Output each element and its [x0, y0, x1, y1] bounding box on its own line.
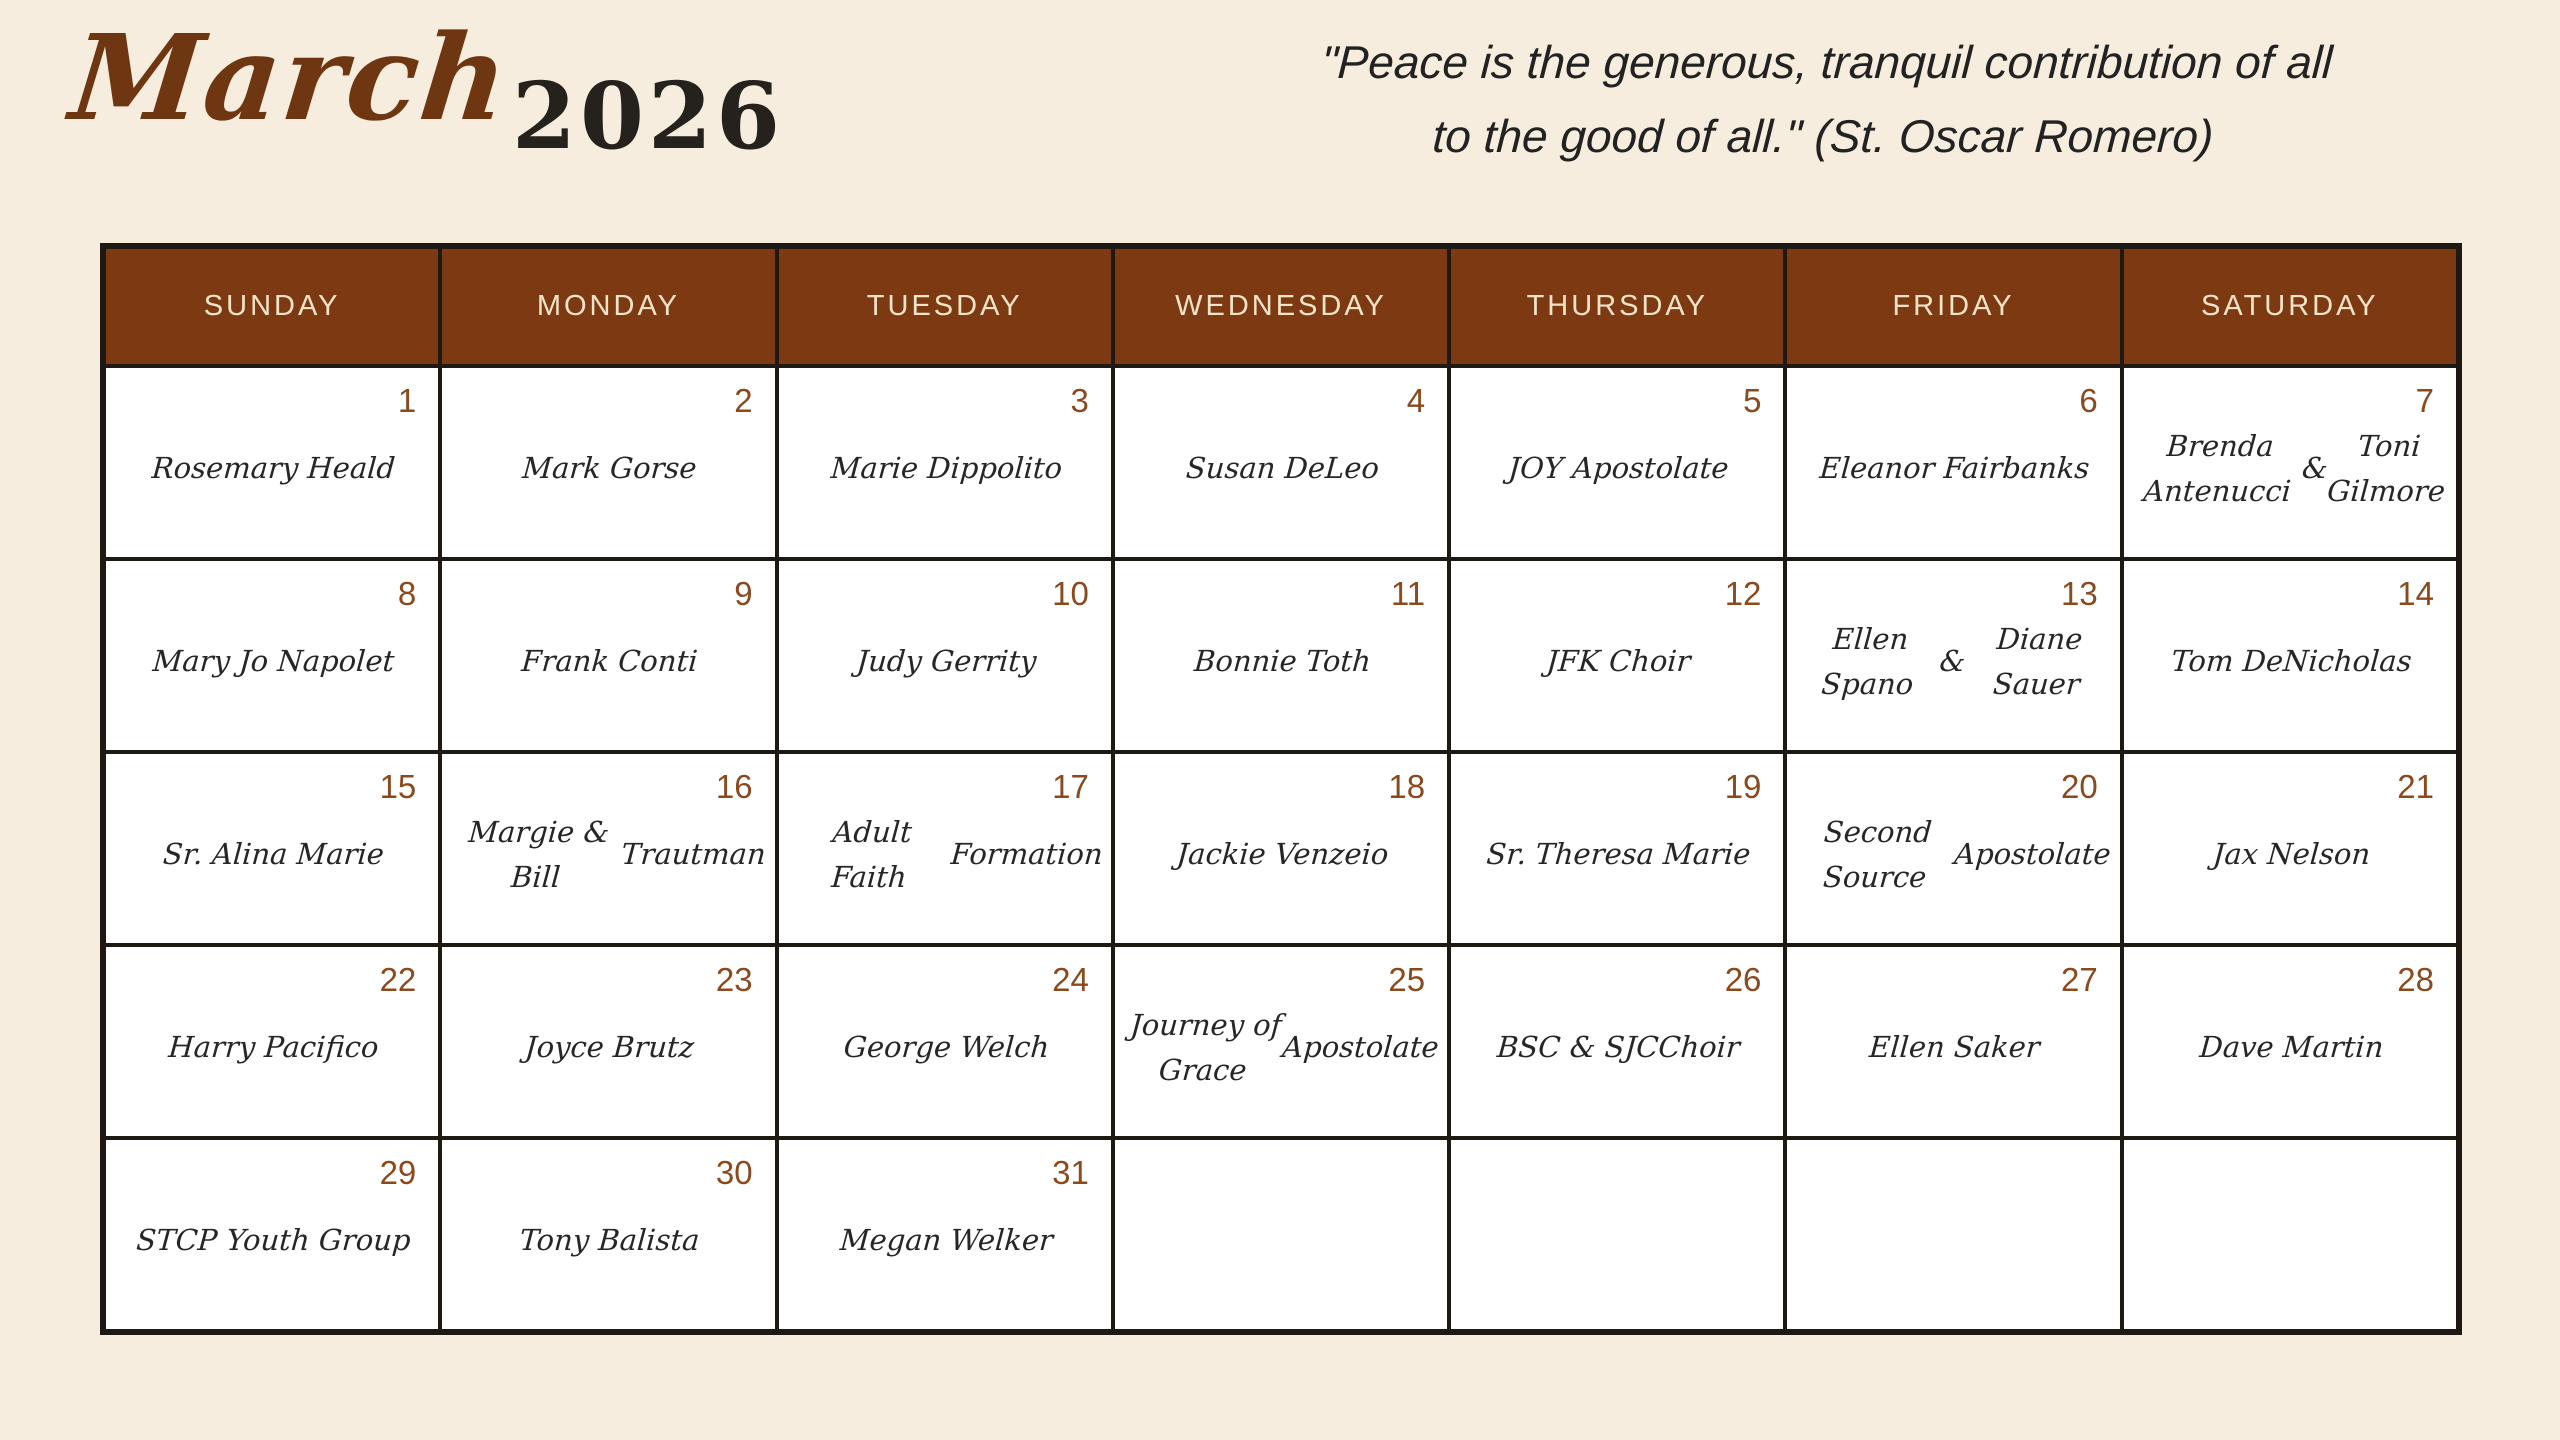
- quote-text: [1126, 26, 2524, 173]
- day-entry-line: Mark Gorse: [521, 451, 699, 486]
- calendar-cell-day-24: [779, 947, 1111, 1136]
- day-number: 27: [2060, 961, 2098, 998]
- day-entry-line: Tony Balista: [518, 1223, 701, 1258]
- day-number: 31: [1052, 1154, 1089, 1191]
- day-entry: [101, 1192, 443, 1329]
- day-number: 26: [1724, 961, 1762, 998]
- day-number: [1761, 1140, 1783, 1154]
- day-entry: [1783, 613, 2125, 750]
- day-entry-line: Mary Jo Napolet: [151, 644, 396, 679]
- day-number: [2098, 1140, 2120, 1154]
- day-entry-line: Joyce Brutz: [524, 1030, 696, 1065]
- day-number: 16: [715, 768, 753, 805]
- calendar-cell-day-4: [1115, 368, 1447, 557]
- day-entry: [774, 806, 1116, 943]
- day-entry: [1446, 613, 1788, 750]
- day-entry: [437, 806, 779, 943]
- day-number: 3: [1070, 382, 1089, 419]
- day-entry: [774, 420, 1116, 557]
- day-entry: [101, 420, 443, 557]
- day-number: 28: [2397, 961, 2434, 998]
- day-number: 30: [715, 1154, 753, 1191]
- calendar-cell-day-11: [1115, 561, 1447, 750]
- day-entry: [1446, 806, 1788, 943]
- weekday-header-thursday: THURSDAY: [1451, 249, 1783, 364]
- calendar-cell-day-25: [1115, 947, 1447, 1136]
- day-entry-line: BSC & SJC: [1496, 1030, 1660, 1065]
- day-number: 4: [1406, 382, 1426, 419]
- day-entry: [1110, 806, 1452, 943]
- calendar-cell-day-21: [2124, 754, 2456, 943]
- day-entry: [1109, 1154, 1454, 1329]
- day-entry-line: Sr. Alina Marie: [161, 837, 386, 872]
- day-entry-line: STCP Youth Group: [135, 1223, 412, 1258]
- day-entry-line: Apostolate: [1953, 837, 2113, 872]
- day-entry: [101, 613, 443, 750]
- calendar-cell-day-20: [1787, 754, 2119, 943]
- day-number: 11: [1390, 575, 1426, 612]
- weekday-header-tuesday: TUESDAY: [779, 249, 1111, 364]
- calendar-cell-day-28: [2124, 947, 2456, 1136]
- calendar-cell-day-17: [779, 754, 1111, 943]
- day-number: 13: [2060, 575, 2098, 612]
- day-entry: [1445, 1154, 1790, 1329]
- calendar-cell-day-5: [1451, 368, 1783, 557]
- day-entry: [437, 999, 779, 1136]
- day-entry-line: Dave Martin: [2198, 1030, 2385, 1065]
- day-number: 25: [1388, 961, 1426, 998]
- day-entry: [774, 999, 1116, 1136]
- weekday-header-monday: MONDAY: [442, 249, 774, 364]
- month-title: March: [64, 8, 517, 147]
- day-number: 1: [397, 382, 417, 419]
- day-number: 18: [1388, 768, 1426, 805]
- weekday-header-friday: FRIDAY: [1787, 249, 2119, 364]
- calendar-cell-day-14: [2124, 561, 2456, 750]
- day-entry-line: Margie & Bill: [467, 814, 611, 894]
- day-entry-line: Adult Faith: [829, 814, 913, 894]
- day-number: 22: [379, 961, 417, 998]
- day-entry-line: Rosemary Heald: [150, 451, 397, 486]
- calendar-cell-day-26: [1451, 947, 1783, 1136]
- calendar-cell-day-12: [1451, 561, 1783, 750]
- day-number: 15: [379, 768, 417, 805]
- day-entry-line: Jackie Venzeio: [1175, 837, 1390, 872]
- day-entry-line: Trautman: [620, 837, 768, 872]
- calendar-cell-day-19: [1451, 754, 1783, 943]
- day-entry-line: Susan DeLeo: [1184, 451, 1381, 486]
- day-entry: [437, 1192, 779, 1329]
- day-number: 24: [1052, 961, 1089, 998]
- calendar-cell-day-2: [442, 368, 774, 557]
- day-entry-line: Diane Sauer: [1992, 621, 2085, 701]
- day-entry-line: Harry Pacifico: [167, 1030, 380, 1065]
- day-number: 14: [2397, 575, 2434, 612]
- day-number: 12: [1724, 575, 1762, 612]
- day-entry: [2118, 1154, 2463, 1329]
- day-entry-line: Megan Welker: [838, 1223, 1054, 1258]
- day-entry-line: Marie Dippolito: [829, 451, 1063, 486]
- day-entry-line: Formation: [949, 837, 1104, 872]
- year-title: 2026: [512, 62, 785, 170]
- day-number: 29: [379, 1154, 417, 1191]
- calendar-cell-day-15: [106, 754, 438, 943]
- day-entry: [437, 613, 779, 750]
- day-number: 6: [2079, 382, 2098, 419]
- day-entry-line: &: [2300, 451, 2329, 486]
- day-entry-line: Second Source: [1822, 814, 1934, 894]
- day-number: 2: [734, 382, 753, 419]
- day-entry-line: Jax Nelson: [2211, 837, 2372, 872]
- day-number: 23: [715, 961, 753, 998]
- calendar-cell-day-10: [779, 561, 1111, 750]
- day-entry-line: Ellen Spano: [1820, 621, 1915, 701]
- day-number: 17: [1052, 768, 1089, 805]
- weekday-header-sunday: SUNDAY: [106, 249, 438, 364]
- day-entry: [774, 1192, 1116, 1329]
- day-entry-line: Toni Gilmore: [2325, 428, 2447, 508]
- weekday-header-saturday: SATURDAY: [2124, 249, 2456, 364]
- weekday-header-wednesday: WEDNESDAY: [1115, 249, 1447, 364]
- day-entry: [1781, 1154, 2126, 1329]
- day-entry-line: Choir: [1657, 1030, 1742, 1065]
- calendar-grid: [100, 243, 2462, 1335]
- day-entry: [1783, 806, 2125, 943]
- day-entry: [101, 999, 443, 1136]
- calendar-cell-day-16: [442, 754, 774, 943]
- day-entry-line: Sr. Theresa Marie: [1485, 837, 1752, 872]
- day-entry: [2119, 999, 2461, 1136]
- calendar-cell-day-3: [779, 368, 1111, 557]
- calendar-cell-day-23: [442, 947, 774, 1136]
- day-entry-line: JFK Choir: [1545, 644, 1692, 679]
- day-entry-line: Brenda Antenucci: [2141, 428, 2292, 508]
- day-number: [1425, 1140, 1447, 1154]
- page-header: [0, 0, 2560, 240]
- calendar-cell-empty: [1787, 1140, 2119, 1329]
- day-number: 5: [1743, 382, 1762, 419]
- calendar-cell-empty: [2124, 1140, 2456, 1329]
- day-entry: [2119, 806, 2461, 943]
- day-entry: [1110, 420, 1452, 557]
- calendar-cell-day-6: [1787, 368, 2119, 557]
- calendar-cell-day-8: [106, 561, 438, 750]
- day-entry: [437, 420, 779, 557]
- quote-line-1: "Peace is the generous, tranquil contribution of all: [1320, 36, 2334, 88]
- calendar-cell-day-27: [1787, 947, 2119, 1136]
- day-entry-line: Apostolate: [1281, 1030, 1440, 1065]
- day-number: [2434, 1140, 2456, 1154]
- calendar-cell-empty: [1115, 1140, 1447, 1329]
- day-entry-line: Journey of Grace: [1129, 1007, 1283, 1087]
- calendar-cell-day-30: [442, 1140, 774, 1329]
- day-number: 10: [1052, 575, 1089, 612]
- day-entry-line: Eleanor Fairbanks: [1818, 451, 2092, 486]
- day-entry: [1110, 613, 1452, 750]
- calendar-cell-day-29: [106, 1140, 438, 1329]
- calendar-cell-day-18: [1115, 754, 1447, 943]
- day-number: 20: [2060, 768, 2098, 805]
- day-entry-line: Bonnie Toth: [1192, 644, 1372, 679]
- calendar-cell-day-1: [106, 368, 438, 557]
- calendar-cell-day-7: [2124, 368, 2456, 557]
- day-entry-line: JOY Apostolate: [1507, 451, 1730, 486]
- calendar-cell-empty: [1451, 1140, 1783, 1329]
- day-entry-line: Frank Conti: [520, 644, 700, 679]
- day-number: 8: [397, 575, 417, 612]
- calendar-cell-day-9: [442, 561, 774, 750]
- day-entry-line: Judy Gerrity: [855, 644, 1038, 679]
- day-entry: [2119, 420, 2461, 557]
- day-number: 7: [2415, 382, 2434, 419]
- day-entry: [1783, 999, 2125, 1136]
- day-entry: [1110, 999, 1452, 1136]
- day-entry-line: Tom DeNicholas: [2170, 644, 2413, 679]
- day-entry-line: Ellen Saker: [1868, 1030, 2042, 1065]
- day-entry: [1783, 420, 2125, 557]
- day-entry: [1446, 420, 1788, 557]
- day-number: 21: [2397, 768, 2434, 805]
- day-number: 19: [1724, 768, 1762, 805]
- day-entry-line: &: [1938, 644, 1968, 679]
- calendar-cell-day-22: [106, 947, 438, 1136]
- day-entry: [2119, 613, 2461, 750]
- day-entry-line: George Welch: [842, 1030, 1051, 1065]
- calendar-cell-day-31: [779, 1140, 1111, 1329]
- day-entry: [774, 613, 1116, 750]
- day-number: 9: [734, 575, 753, 612]
- calendar-cell-day-13: [1787, 561, 2119, 750]
- quote-line-2: to the good of all." (St. Oscar Romero): [1431, 109, 2215, 162]
- day-entry: [1446, 999, 1788, 1136]
- day-entry: [101, 806, 443, 943]
